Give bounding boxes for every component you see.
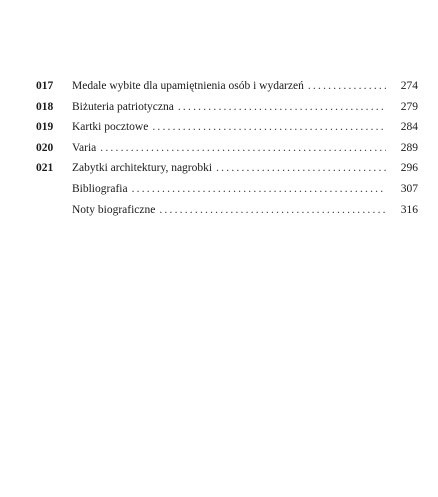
toc-page-number: 284 — [400, 121, 418, 134]
toc-entry-020[interactable] — [36, 142, 418, 163]
toc-chapter-title: Biżuteria patriotyczna — [72, 100, 174, 113]
toc-title-wrap — [72, 204, 390, 216]
toc-chapter-title: Varia — [72, 141, 97, 154]
toc-chapter-title: Zabytki architektury, nagrobki — [72, 162, 213, 175]
toc-chapter-title: Bibliografia — [72, 182, 128, 195]
toc-dot-leader — [308, 80, 386, 92]
toc-chapter-number: 018 — [36, 100, 54, 113]
toc-dot-leader — [100, 142, 386, 154]
toc-dot-leader — [159, 204, 386, 216]
toc-entry-018[interactable] — [36, 101, 418, 122]
toc-entry-noty-biograficzne[interactable] — [36, 204, 418, 225]
toc-page-number: 316 — [400, 203, 418, 216]
toc-title-wrap — [72, 162, 390, 174]
toc-title-wrap — [72, 183, 390, 195]
toc-page-number: 289 — [400, 141, 418, 154]
toc-page-number: 307 — [400, 182, 418, 195]
toc-entry-019[interactable] — [36, 121, 418, 142]
toc-title-wrap — [72, 80, 390, 92]
toc-title-wrap — [72, 121, 390, 133]
toc-page-number: 296 — [400, 162, 418, 175]
toc-chapter-title: Medale wybite dla upamiętnienia osób i wydarzeń — [72, 80, 304, 92]
toc-page-number: 274 — [400, 80, 418, 92]
toc-title-wrap — [72, 142, 390, 154]
toc-chapter-number: 021 — [36, 162, 54, 175]
toc-entry-021[interactable] — [36, 162, 418, 183]
toc-dot-leader — [152, 121, 386, 133]
toc-dot-leader — [216, 162, 386, 174]
toc-dot-leader — [178, 101, 386, 113]
toc-chapter-number: 020 — [36, 141, 54, 154]
toc-title-wrap — [72, 101, 390, 113]
toc-entry-bibliografia[interactable] — [36, 183, 418, 204]
toc-entry-017[interactable] — [36, 80, 418, 101]
table-of-contents — [36, 80, 418, 224]
toc-page-number: 279 — [400, 100, 418, 113]
toc-chapter-number: 017 — [36, 80, 54, 92]
toc-dot-leader — [132, 183, 386, 195]
toc-chapter-title: Kartki pocztowe — [72, 121, 149, 134]
toc-chapter-number: 019 — [36, 121, 54, 134]
toc-chapter-title: Noty biograficzne — [72, 203, 156, 216]
